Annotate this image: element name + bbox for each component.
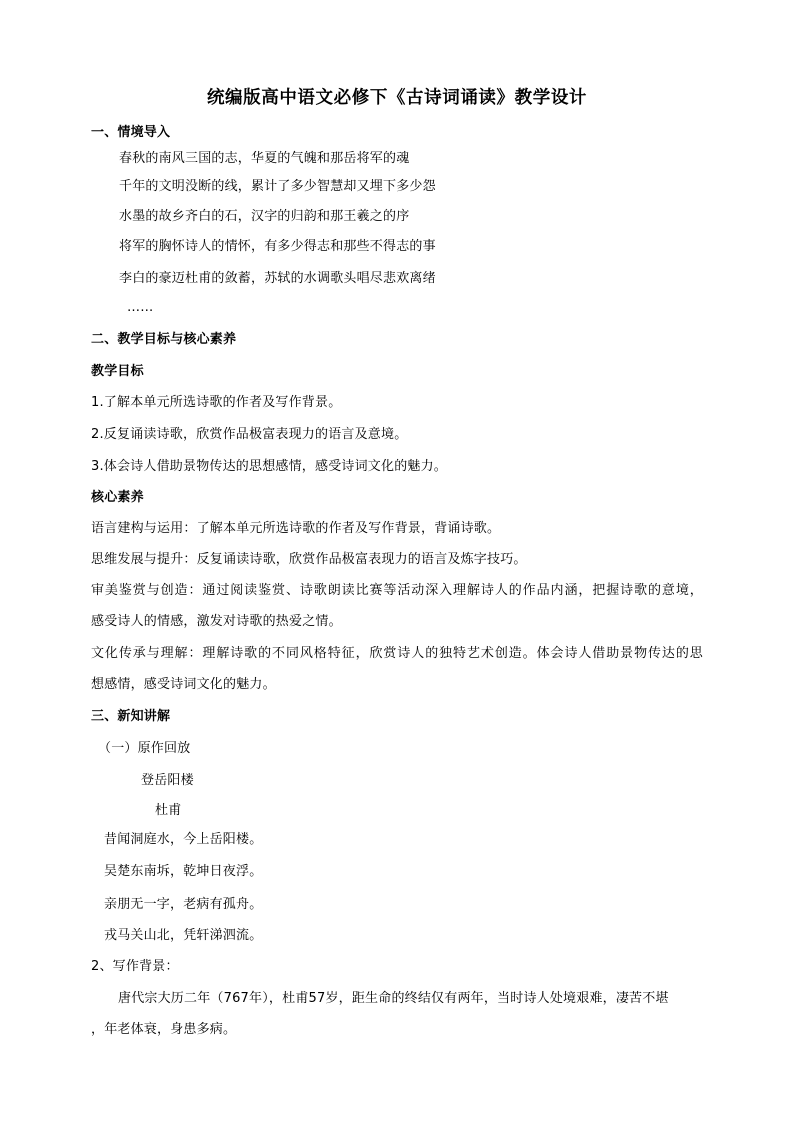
goal-item: 3.体会诗人借助景物传达的思想感情，感受诗词文化的魅力。: [91, 459, 448, 474]
core-item: 文化传承与理解：理解诗歌的不同风格特征，欣赏诗人的独特艺术创造。体会诗人借助景物传达的思: [91, 646, 703, 661]
section-heading-new-knowledge: 三、新知讲解: [91, 709, 171, 724]
poem-author: 杜甫: [155, 803, 182, 818]
intro-line: 春秋的南风三国的志，华夏的气魄和那岳将军的魂: [119, 151, 410, 166]
core-item: 审美鉴赏与创造：通过阅读鉴赏、诗歌朗读比赛等活动深入理解诗人的作品内涵，把握诗歌的意境，: [91, 583, 703, 598]
core-item: 思维发展与提升：反复诵读诗歌，欣赏作品极富表现力的语言及炼字技巧。: [91, 552, 527, 567]
background-paragraph-continued: ，年老体衰，身患多病。: [91, 1022, 237, 1037]
intro-line: 千年的文明没断的线，累计了多少智慧却又埋下多少怨: [119, 179, 436, 194]
document-title: 统编版高中语文必修下《古诗词诵读》教学设计: [206, 88, 588, 108]
poem-title: 登岳阳楼: [141, 773, 194, 788]
intro-line: 水墨的故乡齐白的石，汉字的归韵和那王羲之的序: [119, 209, 410, 224]
subheading-teaching-goals: 教学目标: [91, 364, 144, 379]
goal-item: 1.了解本单元所选诗歌的作者及写作背景。: [91, 395, 342, 410]
intro-line: 将军的胸怀诗人的情怀，有多少得志和那些不得志的事: [119, 239, 436, 254]
poem-line: 亲朋无一字，老病有孤舟。: [104, 897, 263, 912]
core-item-continued: 想感情，感受诗词文化的魅力。: [91, 677, 276, 692]
subheading-writing-background: 2、写作背景：: [91, 959, 179, 974]
goal-item: 2.反复诵读诗歌，欣赏作品极富表现力的语言及意境。: [91, 427, 408, 442]
poem-line: 戎马关山北，凭轩涕泗流。: [104, 928, 263, 943]
subheading-original-text: （一）原作回放: [98, 741, 191, 756]
poem-line: 昔闻洞庭水，今上岳阳楼。: [104, 832, 263, 847]
section-heading-goals: 二、教学目标与核心素养: [91, 332, 237, 347]
poem-line: 吴楚东南坼，乾坤日夜浮。: [104, 864, 263, 879]
background-paragraph: 唐代宗大历二年（767年），杜甫57岁，距生命的终结仅有两年，当时诗人处境艰难，凄苦不堪: [118, 991, 669, 1006]
section-heading-intro: 一、情境导入: [91, 125, 171, 140]
subheading-core-literacy: 核心素养: [91, 490, 144, 505]
core-item-continued: 感受诗人的情感，激发对诗歌的热爱之情。: [91, 614, 342, 629]
intro-line: 李白的豪迈杜甫的敛蓄，苏轼的水调歌头唱尽悲欢离绪: [119, 271, 436, 286]
core-item: 语言建构与运用：了解本单元所选诗歌的作者及写作背景，背诵诗歌。: [91, 521, 501, 536]
intro-ellipsis: ……: [127, 300, 154, 315]
